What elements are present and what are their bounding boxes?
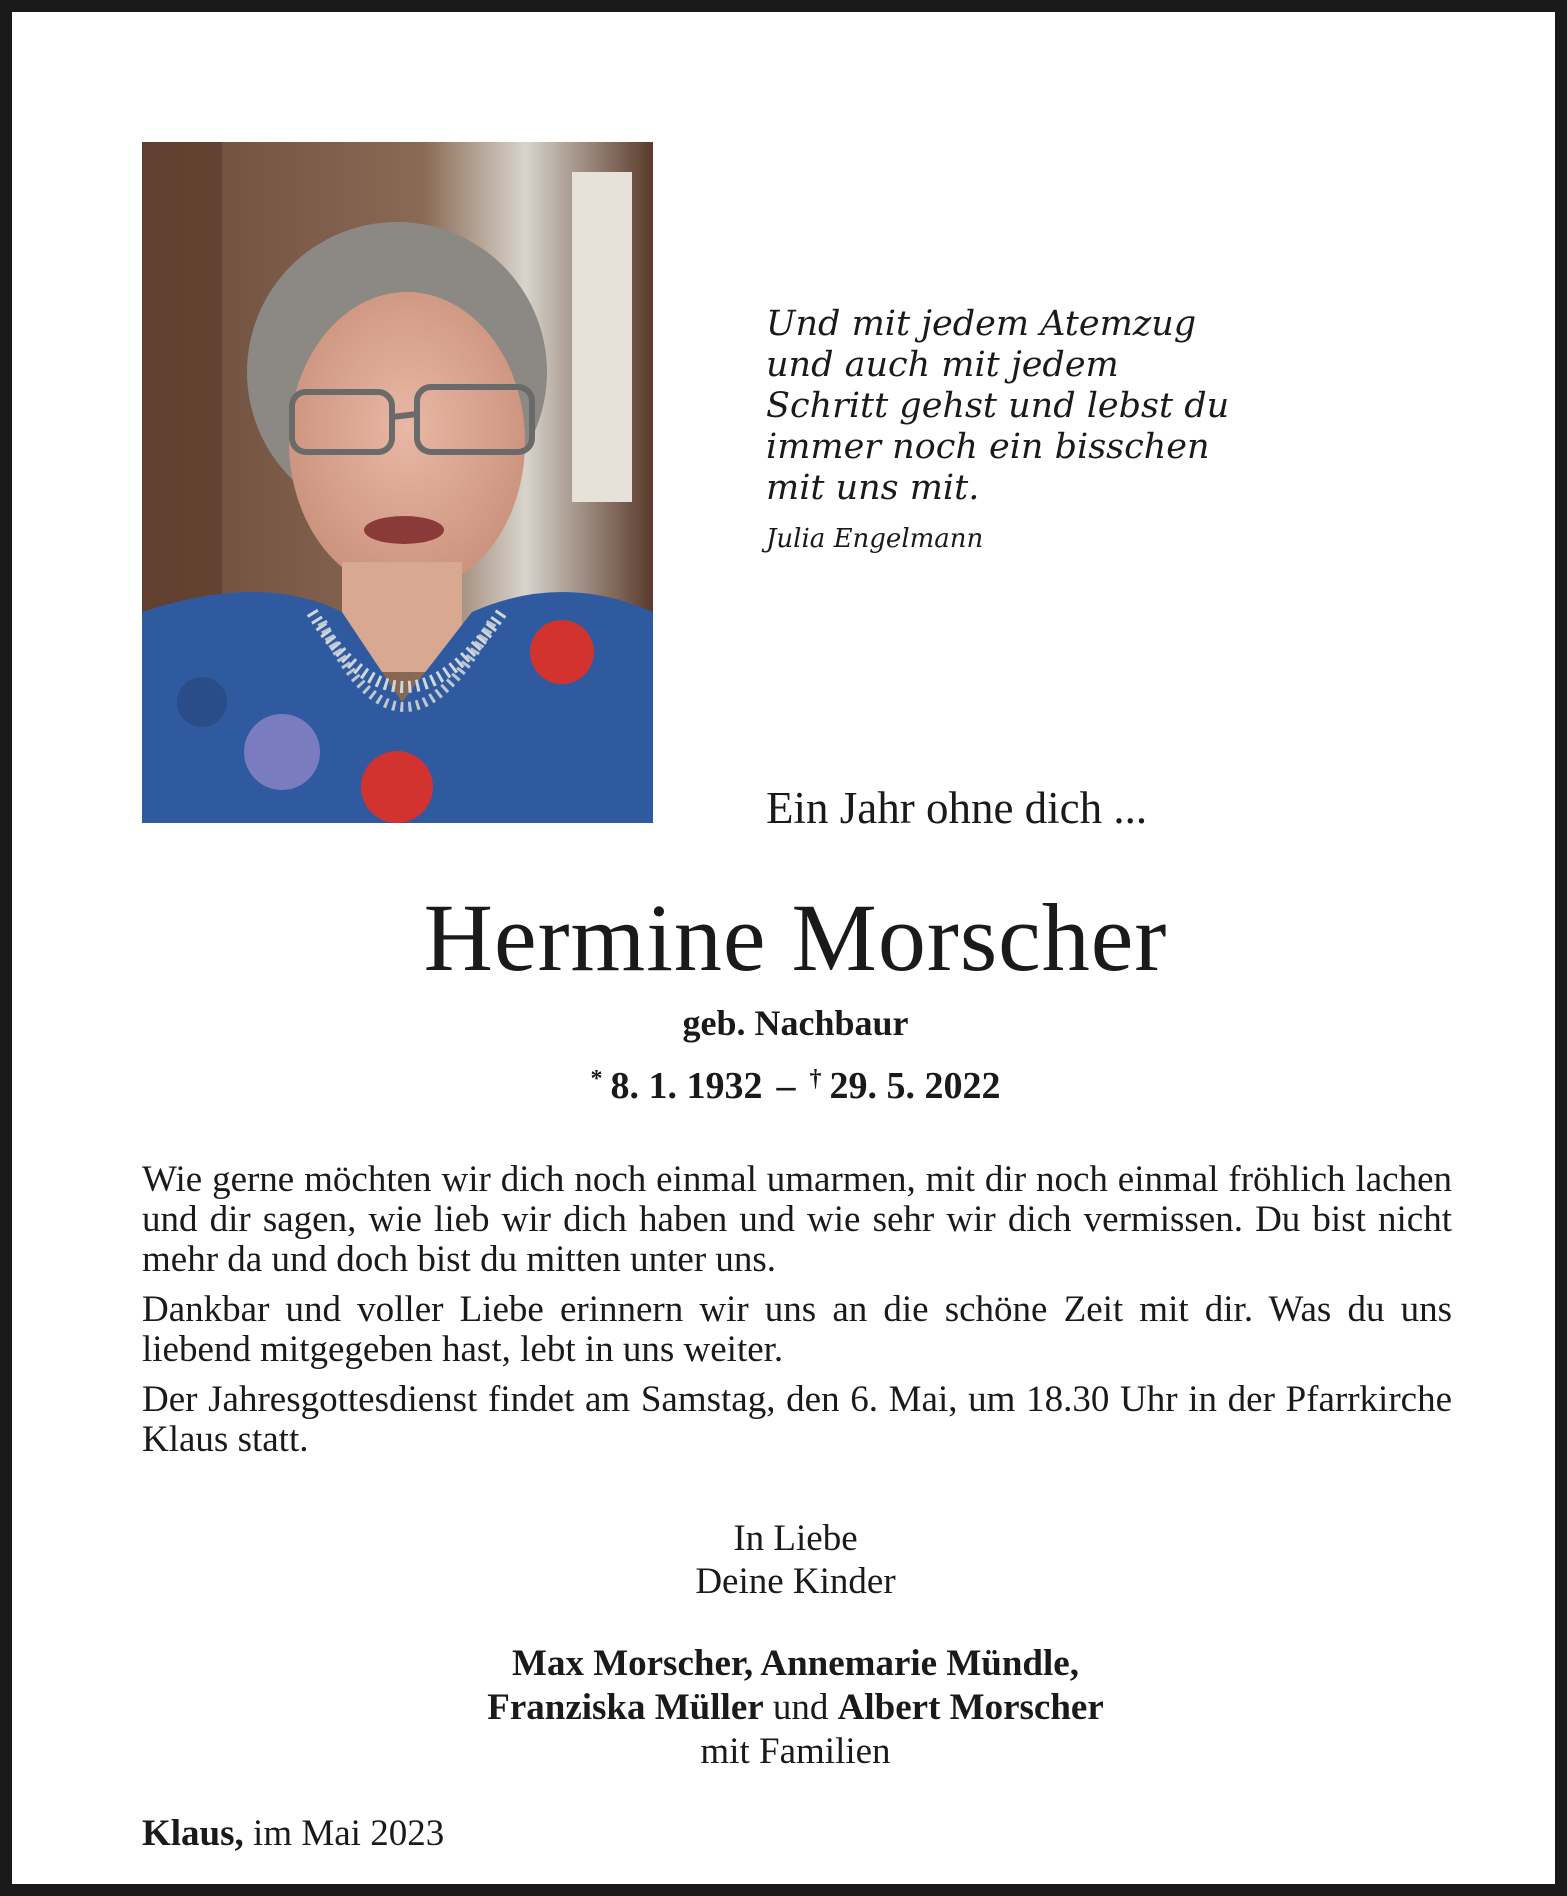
poem-author: Julia Engelmann — [766, 524, 984, 554]
closing-line: Deine Kinder — [695, 1561, 896, 1602]
signers — [12, 1642, 1567, 1774]
poem-line: immer noch ein bisschen — [766, 427, 1210, 467]
intro-line: Ein Jahr ohne dich ... — [766, 783, 1148, 833]
place-date — [142, 1812, 444, 1855]
poem — [766, 304, 1326, 554]
closing — [12, 1517, 1567, 1603]
closing-line: In Liebe — [733, 1518, 858, 1559]
signer-names: Max Morscher, Annemarie Mündle, — [512, 1643, 1079, 1684]
signer-name: Franziska Müller — [487, 1687, 764, 1728]
poem-line: Schritt gehst und lebst du — [766, 386, 1230, 426]
date-separator: – — [776, 1065, 796, 1107]
birth-symbol: * — [590, 1066, 603, 1092]
poem-line: Und mit jedem Atemzug — [766, 304, 1197, 344]
body-text — [142, 1160, 1452, 1470]
signer-conjunction: und — [772, 1687, 829, 1728]
portrait-photo — [142, 142, 653, 823]
birth-date: 8. 1. 1932 — [610, 1065, 763, 1107]
poem-line: mit uns mit. — [766, 468, 980, 508]
place-city: Klaus, — [142, 1813, 244, 1854]
death-symbol: † — [809, 1066, 822, 1092]
deceased-name: Hermine Morscher — [423, 884, 1168, 991]
paragraph: Wie gerne möchten wir dich noch einmal umarmen, mit dir noch einmal fröhlich lachen und dir sagen, wie lieb wir dich haben und wie sehr wir dich vermissen. Du bist nicht mehr da und doch bist du mitten unter uns. — [142, 1159, 1452, 1280]
paragraph: Der Jahresgottesdienst findet am Samstag, den 6. Mai, um 18.30 Uhr in der Pfarrkirche Klaus statt. — [142, 1379, 1452, 1460]
portrait-image — [142, 142, 653, 823]
poem-line: und auch mit jedem — [766, 345, 1119, 385]
place-month: im Mai 2023 — [253, 1813, 445, 1854]
signer-families: mit Familien — [700, 1731, 891, 1772]
paragraph: Dankbar und voller Liebe erinnern wir uns an die schöne Zeit mit dir. Was du uns liebend mitgegeben hast, lebt in uns weiter. — [142, 1289, 1452, 1370]
maiden-name: geb. Nachbaur — [682, 1003, 909, 1043]
death-date: 29. 5. 2022 — [829, 1065, 1001, 1107]
signer-name: Albert Morscher — [837, 1687, 1104, 1728]
life-dates — [12, 1064, 1567, 1108]
